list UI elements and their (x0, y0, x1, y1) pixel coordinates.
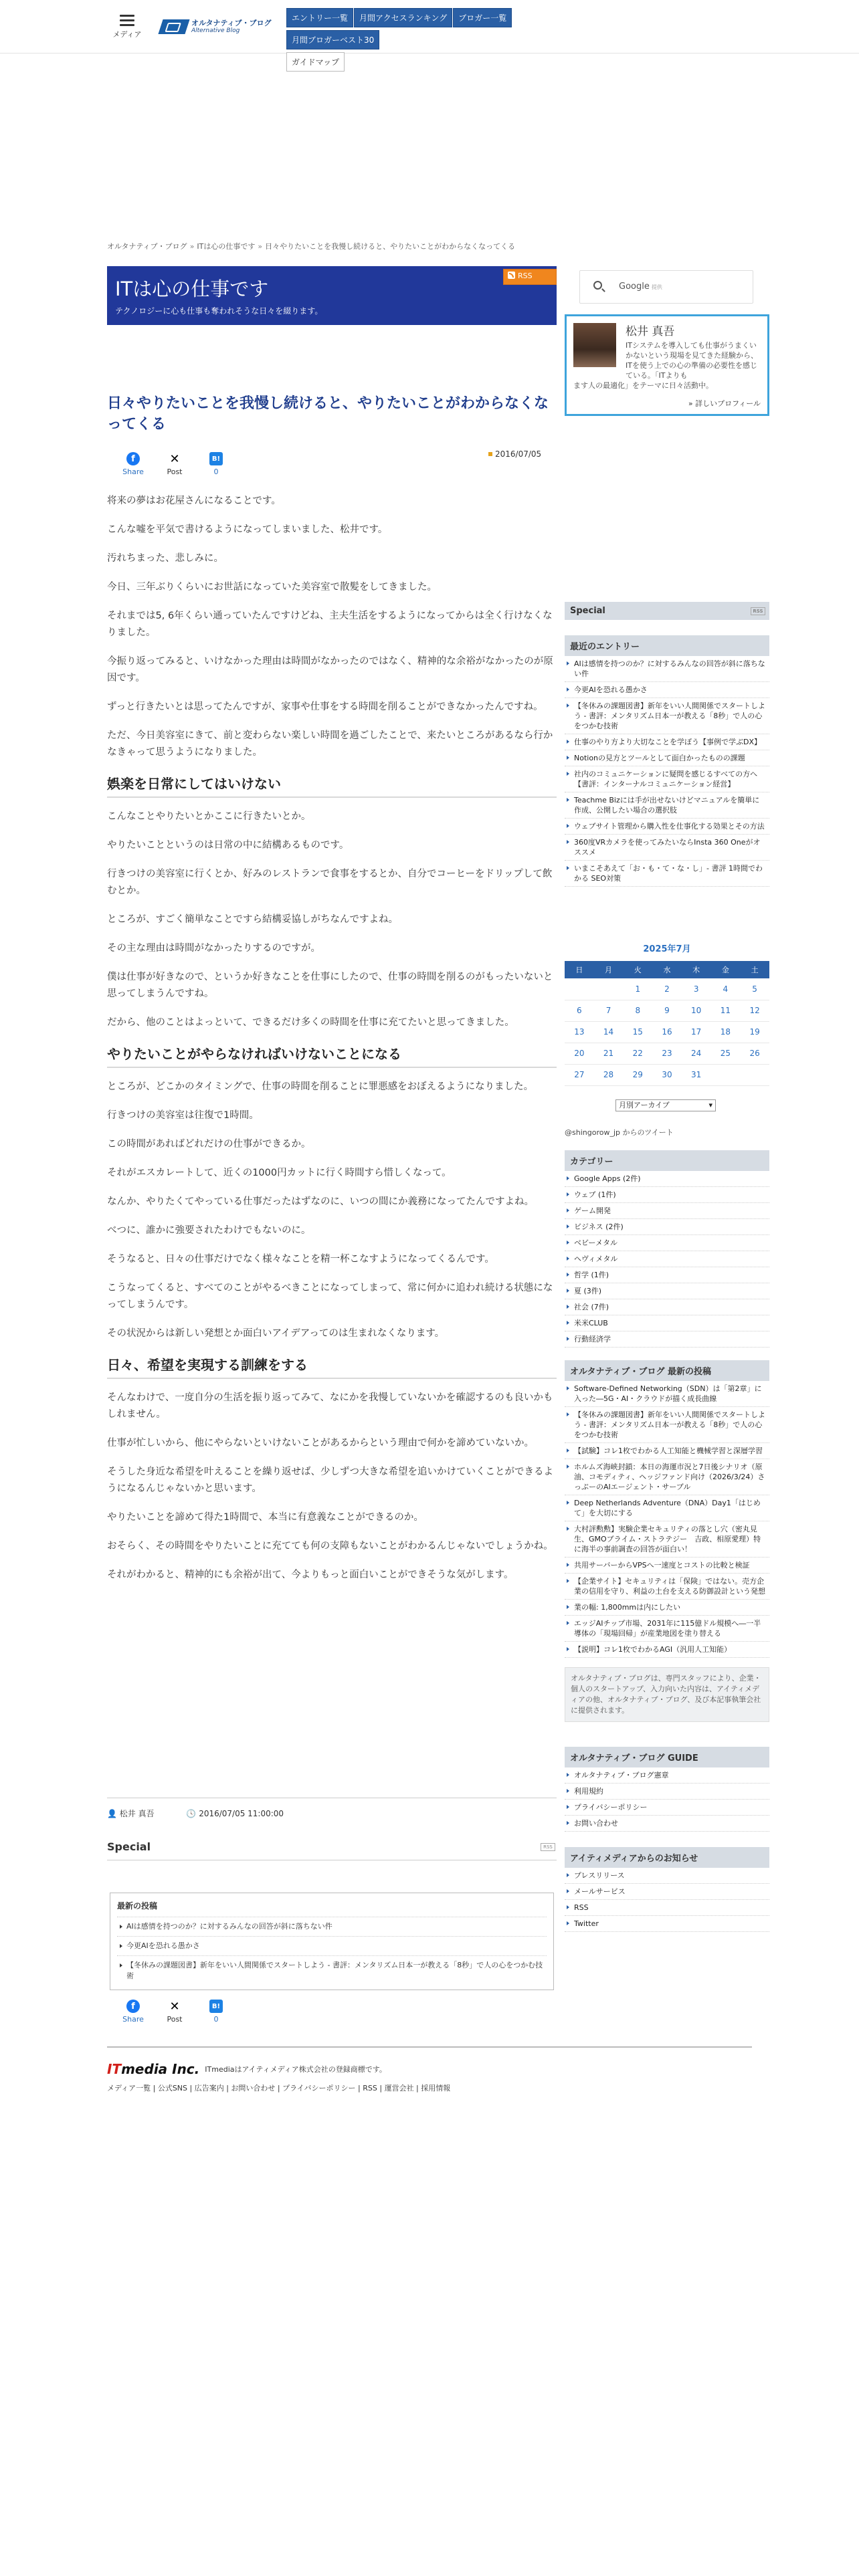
list-item[interactable]: エッジAIチップ市場、2031年に115億ドル規模へ―一半導体の「現場回帰」が産業地図を塗り替える (565, 1616, 769, 1642)
facebook-icon: f (126, 2000, 140, 2013)
list-item[interactable]: 利用規約 (565, 1784, 769, 1800)
rss-label: RSS (518, 272, 533, 280)
x-post[interactable]: ✕ Post (167, 1999, 183, 2024)
categories-title: カテゴリー (565, 1150, 769, 1171)
date-icon (488, 452, 492, 456)
list-item[interactable]: プレスリリース (565, 1868, 769, 1884)
share-bar-bottom (112, 2000, 237, 2024)
list-item[interactable]: ゲーム開発 (565, 1203, 769, 1219)
list-item[interactable]: Twitter (565, 1916, 769, 1932)
list-item[interactable]: 360度VRカメラを使ってみたいならInsta 360 Oneがオススメ (565, 835, 769, 861)
header-nav (286, 8, 587, 74)
alt-blog-posts-title: オルタナティブ・ブログ 最新の投稿 (565, 1360, 769, 1381)
list-item[interactable]: ベビーメタル (565, 1235, 769, 1251)
guide (565, 1747, 769, 1832)
profile-text-2: ます人の最適化」をテーマに日々活動中。 (573, 381, 713, 390)
rss-icon[interactable]: RSS (541, 1843, 555, 1851)
list-item[interactable]: ホルムズ海峡封鎖：本日の海運市況と7日後シナリオ（原油、コモディティ、ヘッジファンド向け（2026/3/24）さっぷーのAIエージェント・サーブル (565, 1459, 769, 1495)
categories (565, 1150, 769, 1348)
breadcrumb-current: 日々やりたいことを我慢し続けると、やりたいことがわからなくなってくる (265, 242, 516, 251)
breadcrumb-blog[interactable]: ITは心の仕事です (197, 242, 256, 251)
list-item[interactable]: 夏 (3件) (565, 1283, 769, 1299)
alt-blog-posts (565, 1360, 769, 1722)
article-body: 将来の夢はお花屋さんになることです。 こんな嘘を平気で書けるようになってしまいました、松井です。 汚れちまった、悲しみに。 今日、三年ぶりくらいにお世話になっていた美容室で散髪をしてきました。 それまでは5, 6年くらい通っていたんですけどね、主夫生活をするようになってからは全く行けなくなりました。 今振り返ってみると、いけなかった理由は時間がなかったのではなく、精神的な余裕がなかったのが原因です。 ずっと行きたいとは思ってたんですが、家事や仕事をする時間を削ることができなかったんですね。 ただ、今日美容室にきて、前と変わらない楽しい時間を過ごしたことで、来たいところがあるなら行かなきゃって思うようになりました。 娯楽を日常にしてはいけない こんなことやりたいとかここに行きたいとか。 やりたいことというのは日常の中に結構あるものです。 行きつけの美容室に行くとか、好みのレストランで食事をするとか、自分でコーヒーをドリップして飲むとか。 ところが、すごく簡単なことですら結構妥協しがちなんですよね。 その主な理由は時間がなかったりするのですが。 僕は仕事が好きなので、というか好きなことを仕事にしたので、仕事の時間を削るのがもったいないと思ってしまうんですね。 だから、他のことはよっといて、できるだけ多くの時間を仕事に充てたいと思ってきました。 やりたいことがやらなければいけないことになる ところが、どこかのタイミングで、仕事の時間を削ることに罪悪感をおぼえるようになりました。 行きつけの美容室は往復で1時間。 この時間があればどれだけの仕事ができるか。 それがエスカレートして、近くの1000円カットに行く時間すら惜しくなって。 なんか、やりたくてやっている仕事だったはずなのに、いつの間にか義務になってたんですよね。 べつに、誰かに強要されたわけでもないのに。 そうなると、日々の仕事だけでなく様々なことを精一杯こなすようになってくるんです。 こうなってくると、すべてのことがやるべきことになってしまって、常に何かに追われ続ける状態になってしまうんです。 その状況からは新しい発想とか面白いアイデアってのは生まれなくなります。 日々、希望を実現する訓練をする そんなわけで、一度自分の生活を振り返ってみて、なにかを我慢していないかを確認するのも良いかもしれません。 仕事が忙しいから、他にやらないといけないことがあるからという理由で何かを諦めていないか。 そうした身近な希望を叶えることを繰り返せば、少しずつ大きな希望を追いかけていくことができるようになるんじゃないかと思います。 やりたいことを諦めて得た1時間で、本当に有意義なことができるのか。 おそらく、その時間をやりたいことに充てても何の支障もないことがわかるんじゃないでしょうかね。 それがわかると、精神的にも余裕が出て、今よりもっと面白いことができそうな気がします。 (107, 493, 557, 1596)
post-datetime: 🕓 2016/07/05 11:00:00 (186, 1809, 284, 1818)
guide-title: オルタナティブ・ブログ GUIDE (565, 1747, 769, 1767)
list-item[interactable]: 哲学 (1件) (565, 1267, 769, 1283)
archive-select[interactable]: 月別アーカイブ ▾ (615, 1099, 716, 1111)
list-item[interactable]: 【冬休みの課題図書】新年をいい人間関係でスタートしよう - 書評：メンタリズム日本一が教える「8秒」で人の心をつかむ技術 (565, 698, 769, 734)
list-item[interactable]: ウェブサイト管理から購入性を仕事化する効果とその方法 (565, 819, 769, 835)
itmedia-notice-title: アイティメディアからのお知らせ (565, 1847, 769, 1868)
tweets-link[interactable]: @shingorow_jp からのツイート (565, 1128, 674, 1137)
list-item[interactable]: 社内のコミュニケーションに疑問を感じるすべての方へ【書評：インターナルコミュニケーション経営】 (565, 766, 769, 792)
nav-ranking[interactable]: 月間アクセスランキング (354, 8, 452, 27)
nav-guidemap[interactable]: ガイドマップ (286, 52, 345, 72)
top-bar (0, 0, 859, 67)
profile-more-link[interactable]: » 詳しいプロフィール (688, 399, 761, 408)
special-title: Special (107, 1840, 151, 1853)
article-title: 日々やりたいことを我慢し続けると、やりたいことがわからなくなってくる (107, 395, 549, 433)
rss-icon (508, 272, 515, 279)
breadcrumb: オルタナティブ・ブログ » ITは心の仕事です » 日々やりたいことを我慢し続けると、やりたいことがわからなくなってくる (107, 242, 516, 251)
author[interactable]: 👤 松井 真吾 (107, 1809, 155, 1818)
logo-text: オルタナティブ・ブログ (191, 19, 272, 27)
facebook-share[interactable]: f Share (112, 452, 154, 476)
share-bar-top (112, 452, 237, 476)
section-heading: 娯楽を日常にしてはいけない (107, 776, 557, 798)
x-icon: ✕ (169, 1999, 180, 2014)
hatena-icon: B! (209, 2000, 223, 2013)
footer-links[interactable]: メディア一覧 | 公式SNS | 広告案内 | お問い合わせ | プライバシーポリシー | RSS | 運営会社 | 採用情報 (107, 2084, 451, 2092)
list-item[interactable]: 今更AIを恐れる愚かさ (565, 682, 769, 698)
menu-label: メディア (112, 30, 142, 39)
itmedia-logo[interactable]: ITmedia Inc. (107, 2061, 200, 2077)
list-item[interactable]: Deep Netherlands Adventure（DNA）Day1「はじめて」を大切にする (565, 1495, 769, 1521)
special-section (107, 1840, 557, 1860)
list-item[interactable]: オルタナティブ・ブログ憲章 (565, 1767, 769, 1784)
facebook-icon: f (126, 452, 140, 465)
list-item[interactable]: 業の幅: 1,800mmは内にしたい (565, 1600, 769, 1616)
section-heading: やりたいことがやらなければいけないことになる (107, 1046, 557, 1068)
list-item[interactable]: いまこそあえて「お・も・て・な・し」- 書評 1時間でわかる SEO対策 (565, 861, 769, 887)
list-item[interactable]: 【冬休みの課題図書】新年をいい人間関係でスタートしよう - 書評：メンタリズム日本一が教える「8秒」で人の心をつかむ技術 (117, 1955, 547, 1985)
list-item[interactable]: 共用サーバーからVPSへ一速度とコストの比較と検証 (565, 1558, 769, 1574)
calendar (565, 942, 769, 1086)
list-item[interactable]: メールサービス (565, 1884, 769, 1900)
list-item[interactable]: 【説明】コレ1枚でわかるAGI（汎用人工知能） (565, 1642, 769, 1658)
list-item[interactable]: Teachme Bizには手が出せないけどマニュアルを簡単に作成、公開したい場合の選択肢 (565, 792, 769, 819)
list-item[interactable]: AIは感情を持つのか？に対するみんなの回答が斜に落ちない件 (117, 1917, 547, 1936)
x-post[interactable]: ✕ Post (167, 451, 183, 476)
nav-best30[interactable]: 月間ブロガーベスト30 (286, 30, 379, 49)
google-search[interactable] (579, 270, 753, 304)
x-icon: ✕ (169, 451, 180, 466)
profile-text: ITシステムを導入しても仕事がうまくいかないという現場を見てきた経験から、ITを使う上での心の準備の必要性を感じている。「ITよりも (626, 341, 758, 380)
profile-card (565, 314, 769, 416)
site-logo[interactable] (161, 19, 272, 35)
list-item[interactable]: Notionの見方とツールとして面白かったものの課題 (565, 750, 769, 766)
recent-entries (565, 635, 769, 887)
list-item[interactable]: 【企業サイト】セキュリティは「保険」ではない。売方企業の信用を守り、利益の土台を支える防御設計という発想 (565, 1574, 769, 1600)
calendar-grid: 日 月 火 水 木 金 土 1 2 3 4 5 6 7 8 9 10 11 12 13 14 15 16 17 18 19 20 21 22 23 24 25 26 27 28 29 30 31 (565, 961, 769, 1086)
rss-button[interactable] (503, 269, 557, 285)
list-item[interactable]: 行動経済学 (565, 1331, 769, 1348)
article-date: 2016/07/05 (488, 449, 541, 459)
search-label: Google 提供 (619, 282, 662, 292)
hamburger-icon (120, 15, 134, 26)
section-heading: 日々、希望を実現する訓練をする (107, 1357, 557, 1379)
hatena-bookmark[interactable]: B! 0 (195, 2000, 237, 2024)
blog-title[interactable]: ITは心の仕事です (115, 278, 269, 300)
logo-subtext: Alternative Blog (191, 27, 240, 34)
list-item[interactable]: プライバシーポリシー (565, 1800, 769, 1816)
list-item[interactable]: お問い合わせ (565, 1816, 769, 1832)
calendar-month: 2025年7月 (643, 944, 691, 954)
list-item[interactable]: 米米CLUB (565, 1315, 769, 1331)
list-item[interactable]: AIは感情を持つのか？に対するみんなの回答が斜に落ちない件 (565, 656, 769, 682)
list-item[interactable]: 仕事のやり方より大切なことを学ぼう【事例で学ぶDX】 (565, 734, 769, 750)
list-item[interactable]: 【試験】コレ1枚でわかる人工知能と機械学習と深層学習 (565, 1443, 769, 1459)
footer (107, 2046, 752, 2093)
list-item[interactable]: 【冬休みの課題図書】新年をいい人間関係でスタートしよう - 書評：メンタリズム日本一が教える「8秒」で人の心をつかむ技術 (565, 1407, 769, 1443)
rss-icon[interactable]: RSS (751, 607, 765, 615)
latest-posts-title: 最新の投稿 (117, 1901, 158, 1911)
nav-entries[interactable]: エントリー一覧 (286, 8, 353, 27)
itmedia-notice (565, 1847, 769, 1932)
list-item[interactable]: Software-Defined Networking（SDN）は「第2章」に入った―5G・AI・クラウドが描く成長曲線 (565, 1381, 769, 1407)
facebook-share[interactable]: f Share (112, 2000, 154, 2024)
search-icon (593, 281, 602, 290)
hatena-bookmark[interactable]: B! 0 (195, 452, 237, 476)
article-meta (107, 1798, 557, 1819)
nav-bloggers[interactable]: ブロガー一覧 (453, 8, 512, 27)
profile-name: 松井 真吾 (626, 325, 675, 338)
trademark-text: ITmediaはアイティメディア株式会社の登録商標です。 (205, 2065, 387, 2074)
list-item[interactable]: 今更AIを恐れる愚かさ (117, 1936, 547, 1955)
list-item[interactable]: 社会 (7件) (565, 1299, 769, 1315)
list-item[interactable]: ヘヴィメタル (565, 1251, 769, 1267)
list-item[interactable]: RSS (565, 1900, 769, 1916)
list-item[interactable]: ウェブ (1件) (565, 1187, 769, 1203)
blog-header (107, 266, 557, 325)
list-item[interactable]: Google Apps (2件) (565, 1171, 769, 1187)
menu-button[interactable] (112, 12, 142, 39)
latest-posts-box (110, 1893, 554, 1990)
hatena-icon: B! (209, 452, 223, 465)
logo-icon (158, 19, 189, 34)
sidebar-special (565, 602, 769, 620)
sidebar-special-title: Special RSS (565, 602, 769, 620)
recent-entries-title: 最近のエントリー (565, 635, 769, 656)
list-item[interactable]: 大村評勲勲】実験企業セキュリティの落とし穴（密丸見生、GMOブライム・ストラテジー 吉政、相原愛理）特に海半の事前調査の回答が面白い！ (565, 1521, 769, 1558)
list-item[interactable]: ビジネス (2件) (565, 1219, 769, 1235)
about-text: オルタナティブ・ブログは、専門スタッフにより、企業・個人のスタートアップ、入力向いた内容は、アイティメディアの他、オルタナティブ・ブログ、及び本記事執筆会社に提供されます。 (565, 1667, 769, 1722)
blog-description: テクノロジーに心も仕事も奪われそうな日々を綴ります。 (115, 306, 323, 316)
avatar (573, 323, 616, 367)
breadcrumb-home[interactable]: オルタナティブ・ブログ (107, 242, 187, 251)
